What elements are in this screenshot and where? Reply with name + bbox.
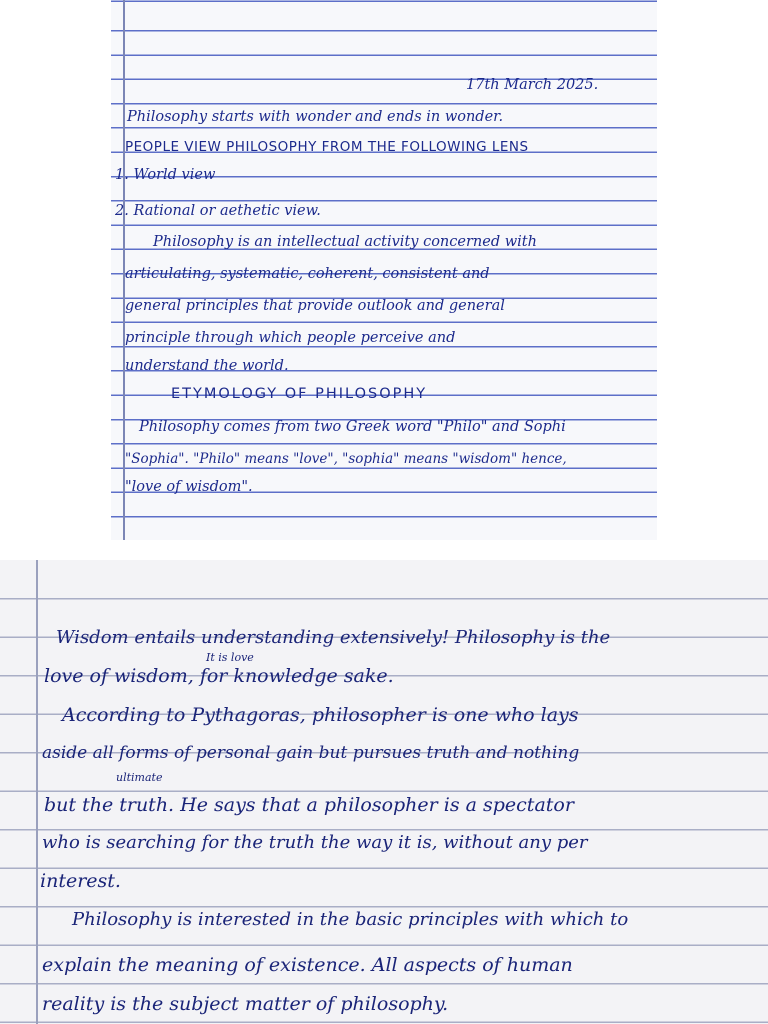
margin-line (36, 560, 38, 1024)
note-line: reality is the subject matter of philosophy. (42, 993, 449, 1015)
note-line: "love of wisdom". (125, 479, 253, 495)
inserted-note: It is love (206, 651, 254, 664)
note-line: principle through which people perceive and (125, 330, 456, 346)
section-heading: ETYMOLOGY OF PHILOSOPHY (171, 386, 428, 402)
note-line: interest. (40, 870, 121, 892)
note-line: understand the world. (125, 358, 289, 374)
note-line: Wisdom entails understanding extensively! Philosophy is the (56, 627, 611, 648)
note-line: Philosophy is interested in the basic principles with which to (72, 909, 629, 930)
date: 17th March 2025. (466, 77, 599, 93)
list-item: 1. World view (115, 167, 216, 183)
note-line: Philosophy is an intellectual activity concerned with (153, 234, 537, 250)
note-line: articulating, systematic, coherent, consistent and (125, 266, 490, 282)
note-line: but the truth. He says that a philosopher is a spectator (44, 794, 574, 816)
note-line: aside all forms of personal gain but pursues truth and nothing (42, 743, 580, 763)
note-line: "Sophia". "Philo" means "love", "sophia" means "wisdom" hence, (125, 451, 567, 467)
note-line: According to Pythagoras, philosopher is one who lays (62, 704, 579, 726)
note-line: Philosophy comes from two Greek word "Philo" and Sophi (139, 419, 566, 435)
note-line: explain the meaning of existence. All aspects of human (42, 954, 573, 976)
notebook-page-top (111, 0, 657, 540)
notebook-page-bottom (0, 560, 768, 1024)
note-line: who is searching for the truth the way it is, without any per (42, 832, 588, 853)
list-item: 2. Rational or aethetic view. (115, 203, 321, 219)
inserted-note: ultimate (116, 771, 163, 784)
note-line: PEOPLE VIEW PHILOSOPHY FROM THE FOLLOWING LENS (125, 139, 529, 155)
note-line: Philosophy starts with wonder and ends in wonder. (127, 109, 504, 125)
note-line: love of wisdom, for knowledge sake. (44, 665, 394, 687)
note-line: general principles that provide outlook and general (125, 298, 505, 314)
